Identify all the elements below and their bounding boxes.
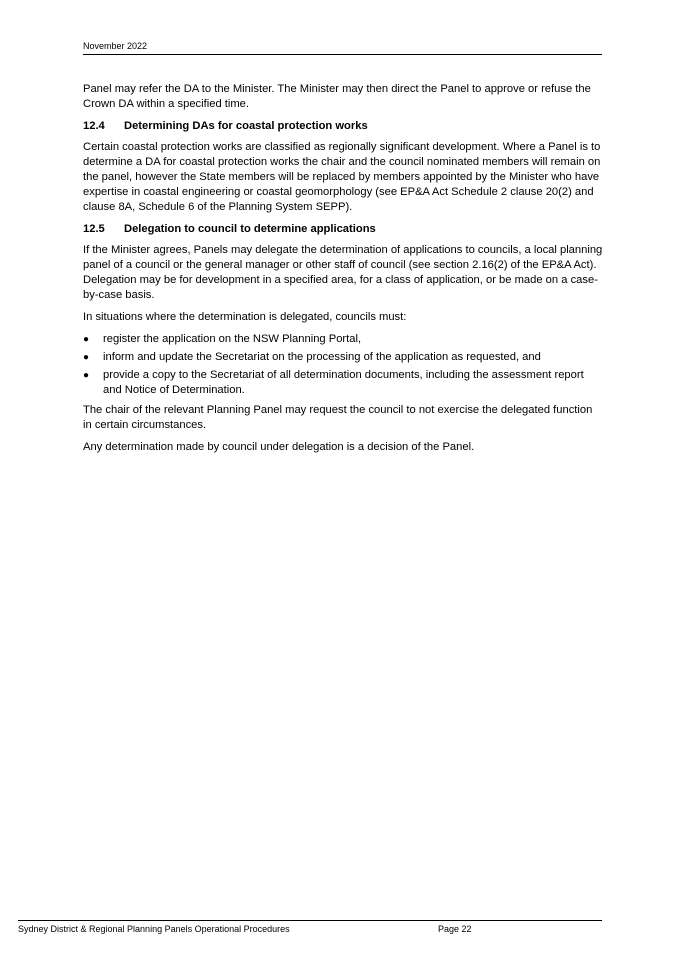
list-item-text: provide a copy to the Secretariat of all determination documents, including the assessment report and Notice of Determination. bbox=[103, 369, 584, 396]
bullet-icon: ● bbox=[83, 352, 90, 363]
footer-document-title: Sydney District & Regional Planning Panels Operational Procedures bbox=[18, 924, 290, 934]
footer-divider bbox=[18, 920, 602, 921]
list-item bbox=[83, 368, 603, 398]
paragraph-coastal-works: Certain coastal protection works are classified as regionally significant development. Where a Panel is to determine a DA for coastal protection works the chair and the council nominated members will remain on the panel, however the State members will be replaced by members appointed by the Minister who have expertise in coastal engineering or coastal geomorphology (see EP&A Act Schedule 2 clause 20(2) and clause 8A, Schedule 6 of the Planning System SEPP). bbox=[83, 141, 601, 213]
paragraph-delegation: If the Minister agrees, Panels may delegate the determination of applications to councils, a local planning panel of a council or the general manager or other staff of council (see section 2.16(2) of the EP&A Act). Delegation may be for development in a specified area, for a class of application, or be made on a case-by-case basis. bbox=[83, 244, 603, 301]
paragraph-councils-must: In situations where the determination is delegated, councils must: bbox=[83, 311, 407, 323]
list-item bbox=[83, 350, 603, 365]
list-item bbox=[83, 332, 603, 347]
paragraph-crown-da: Panel may refer the DA to the Minister. The Minister may then direct the Panel to approve or refuse the Crown DA within a specified time. bbox=[83, 83, 591, 110]
paragraph-chair-request: The chair of the relevant Planning Panel may request the council to not exercise the delegated function in certain circumstances. bbox=[83, 404, 593, 431]
list-item-text: inform and update the Secretariat on the processing of the application as requested, and bbox=[103, 351, 541, 363]
section-number: 12.4 bbox=[83, 120, 105, 132]
header-divider bbox=[83, 54, 602, 55]
section-heading-12-5 bbox=[83, 222, 603, 237]
header-date: November 2022 bbox=[83, 41, 148, 51]
section-heading-12-4 bbox=[83, 119, 603, 134]
section-title: Determining DAs for coastal protection works bbox=[124, 120, 368, 132]
bullet-list bbox=[83, 332, 603, 398]
footer-page-number: Page 22 bbox=[438, 924, 472, 934]
document-body bbox=[83, 82, 603, 462]
section-number: 12.5 bbox=[83, 223, 105, 235]
paragraph-determination: Any determination made by council under delegation is a decision of the Panel. bbox=[83, 441, 475, 453]
section-title: Delegation to council to determine applications bbox=[124, 223, 376, 235]
list-item-text: register the application on the NSW Planning Portal, bbox=[103, 333, 362, 345]
bullet-icon: ● bbox=[83, 334, 90, 345]
bullet-icon: ● bbox=[83, 370, 90, 381]
